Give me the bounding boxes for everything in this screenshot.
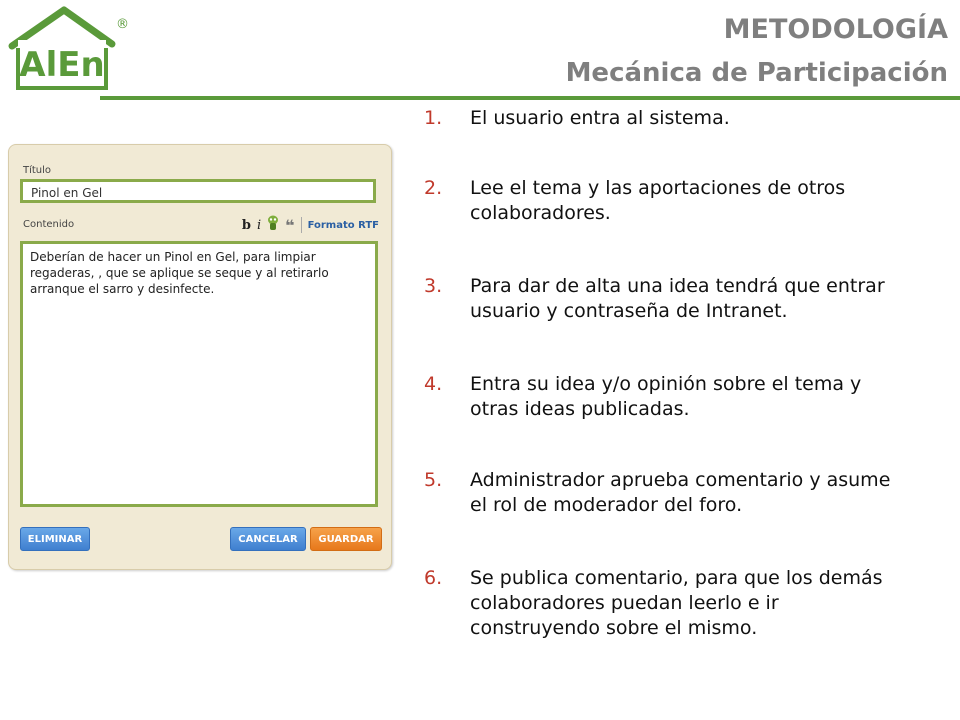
step-text: Lee el tema y las aportaciones de otros colaboradores. [470,177,846,224]
step-number: 1. [424,107,443,129]
header-divider [100,96,960,100]
rtf-format-link[interactable]: Formato RTF [307,219,379,231]
list-item [424,274,910,324]
step-text: El usuario entra al sistema. [470,107,730,129]
page-title: METODOLOGÍA [723,14,948,45]
comment-form-panel [8,144,392,570]
mascot-icon[interactable] [267,215,279,235]
quote-icon[interactable]: ❝ [285,215,295,235]
save-button[interactable]: GUARDAR [310,527,382,551]
italic-icon[interactable]: i [257,217,262,233]
step-text: Para dar de alta una idea tendrá que entrar usuario y contraseña de Intranet. [470,275,885,322]
cancel-button[interactable]: CANCELAR [230,527,306,551]
list-item [424,106,910,131]
alen-logo [4,4,134,94]
list-item [424,566,910,641]
step-number: 3. [424,275,443,297]
step-text: Entra su idea y/o opinión sobre el tema y otras ideas publicadas. [470,373,862,420]
title-input[interactable]: Pinol en Gel [20,179,376,203]
step-text: Se publica comentario, para que los demás colaboradores puedan leerlo e ir construyendo sobre el mismo. [470,567,883,639]
content-textarea[interactable]: Deberían de hacer un Pinol en Gel, para limpiar regaderas, , que se aplique se seque y al retirarlo arranque el sarro y desinfecte. [20,241,378,507]
bold-icon[interactable]: b [241,217,251,233]
page-subtitle: Mecánica de Participación [565,58,948,88]
step-number: 2. [424,177,443,199]
step-text: Administrador aprueba comentario y asume el rol de moderador del foro. [470,469,891,516]
list-item [424,176,910,226]
list-item [424,468,910,518]
toolbar-divider [301,217,302,233]
step-number: 5. [424,469,443,491]
delete-button[interactable]: ELIMINAR [20,527,90,551]
title-label: Título [23,165,52,176]
content-label: Contenido [23,219,75,230]
logo-text: AlEn [19,45,105,85]
svg-text:®: ® [116,17,129,32]
step-number: 6. [424,567,443,589]
step-number: 4. [424,373,443,395]
editor-toolbar [242,215,379,235]
list-item [424,372,910,422]
